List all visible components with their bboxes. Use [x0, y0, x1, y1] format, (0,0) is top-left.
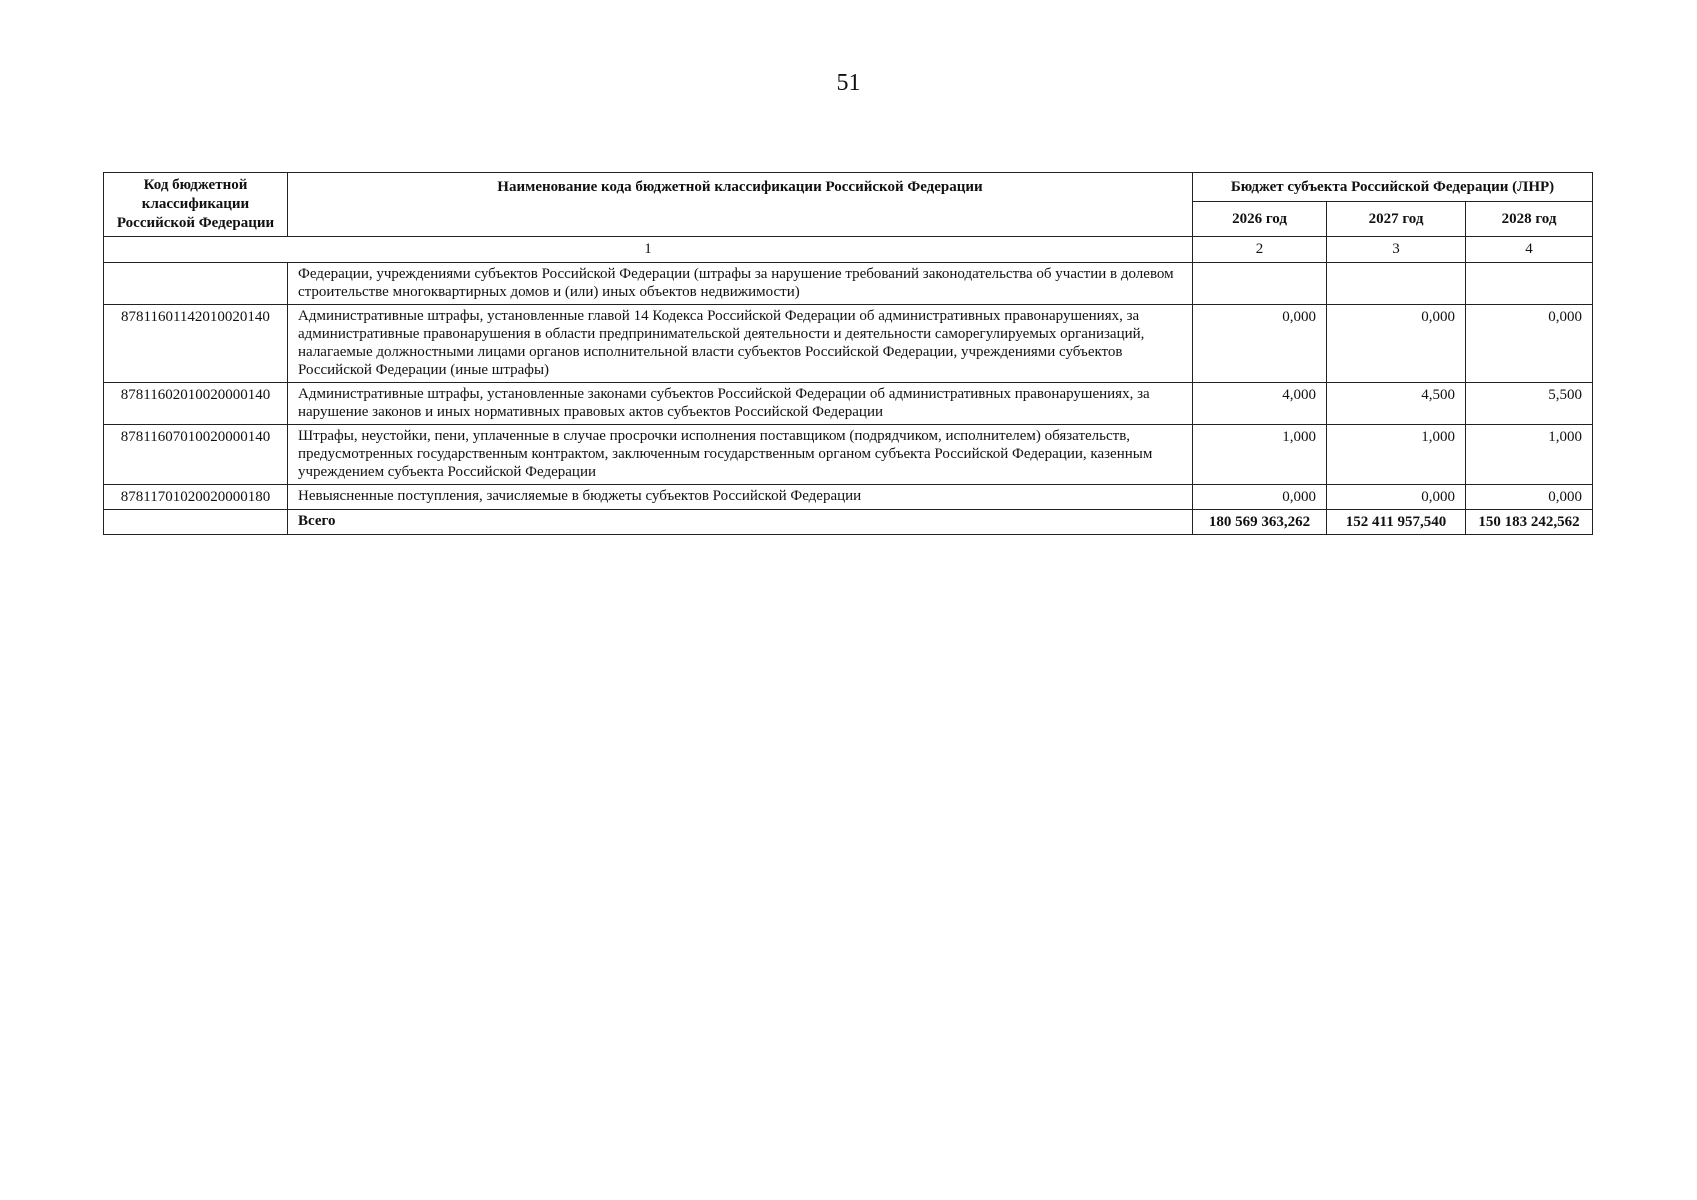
- row-value-2027: [1327, 263, 1466, 305]
- column-number-3: 3: [1327, 237, 1466, 263]
- row-value-2026: 1,000: [1193, 425, 1327, 485]
- column-number-4: 4: [1466, 237, 1593, 263]
- row-code: 87811607010020000140: [104, 425, 288, 485]
- row-name: Административные штрафы, установленные законами субъектов Российской Федерации об административных правонарушениях, за нарушение законов и иных нормативных правовых актов субъектов Российской Федерации: [288, 383, 1193, 425]
- page-number: 51: [836, 70, 861, 96]
- column-number-2: 2: [1193, 237, 1327, 263]
- header-year-2027: 2027 год: [1327, 202, 1466, 237]
- table-row: [104, 305, 1593, 383]
- row-value-2027: 4,500: [1327, 383, 1466, 425]
- row-value-2026: 4,000: [1193, 383, 1327, 425]
- total-value-2028: 150 183 242,562: [1466, 510, 1593, 535]
- header-year-2026: 2026 год: [1193, 202, 1327, 237]
- row-value-2028: 1,000: [1466, 425, 1593, 485]
- total-value-2027: 152 411 957,540: [1327, 510, 1466, 535]
- column-number-row: [104, 237, 1593, 263]
- row-code: 87811701020020000180: [104, 485, 288, 510]
- table-row: [104, 383, 1593, 425]
- total-code-empty: [104, 510, 288, 535]
- row-value-2026: [1193, 263, 1327, 305]
- row-value-2027: 1,000: [1327, 425, 1466, 485]
- header-code: Код бюджетной классификации Российской Федерации: [104, 173, 288, 237]
- row-value-2026: 0,000: [1193, 305, 1327, 383]
- row-code: [104, 263, 288, 305]
- column-number-1: 1: [104, 237, 1193, 263]
- row-code: 87811601142010020140: [104, 305, 288, 383]
- budget-classification-table: [103, 172, 1593, 535]
- row-code: 87811602010020000140: [104, 383, 288, 425]
- table-row: [104, 263, 1593, 305]
- header-year-2028: 2028 год: [1466, 202, 1593, 237]
- row-value-2028: [1466, 263, 1593, 305]
- table-row: [104, 425, 1593, 485]
- table-header-row: [104, 173, 1593, 202]
- total-value-2026: 180 569 363,262: [1193, 510, 1327, 535]
- row-value-2028: 0,000: [1466, 485, 1593, 510]
- row-value-2027: 0,000: [1327, 305, 1466, 383]
- header-name: Наименование кода бюджетной классификации Российской Федерации: [288, 173, 1193, 237]
- row-value-2028: 0,000: [1466, 305, 1593, 383]
- row-value-2027: 0,000: [1327, 485, 1466, 510]
- total-label: Всего: [288, 510, 1193, 535]
- row-value-2028: 5,500: [1466, 383, 1593, 425]
- row-name: Невыясненные поступления, зачисляемые в бюджеты субъектов Российской Федерации: [288, 485, 1193, 510]
- table-row: [104, 485, 1593, 510]
- total-row: [104, 510, 1593, 535]
- row-name: Административные штрафы, установленные главой 14 Кодекса Российской Федерации об административных правонарушениях, за административные правонарушения в области предпринимательской деятельности и деятельности саморегулируемых организаций, налагаемые должностными лицами органов исполнительной власти субъектов Российской Федерации, учреждениями субъектов Российской Федерации (иные штрафы): [288, 305, 1193, 383]
- header-budget: Бюджет субъекта Российской Федерации (ЛНР): [1193, 173, 1593, 202]
- row-value-2026: 0,000: [1193, 485, 1327, 510]
- row-name: Штрафы, неустойки, пени, уплаченные в случае просрочки исполнения поставщиком (подрядчиком, исполнителем) обязательств, предусмотренных государственным контрактом, заключенным государственным органом субъекта Российской Федерации, казенным учреждением субъекта Российской Федерации: [288, 425, 1193, 485]
- row-name: Федерации, учреждениями субъектов Российской Федерации (штрафы за нарушение требований законодательства об участии в долевом строительстве многоквартирных домов и (или) иных объектов недвижимости): [288, 263, 1193, 305]
